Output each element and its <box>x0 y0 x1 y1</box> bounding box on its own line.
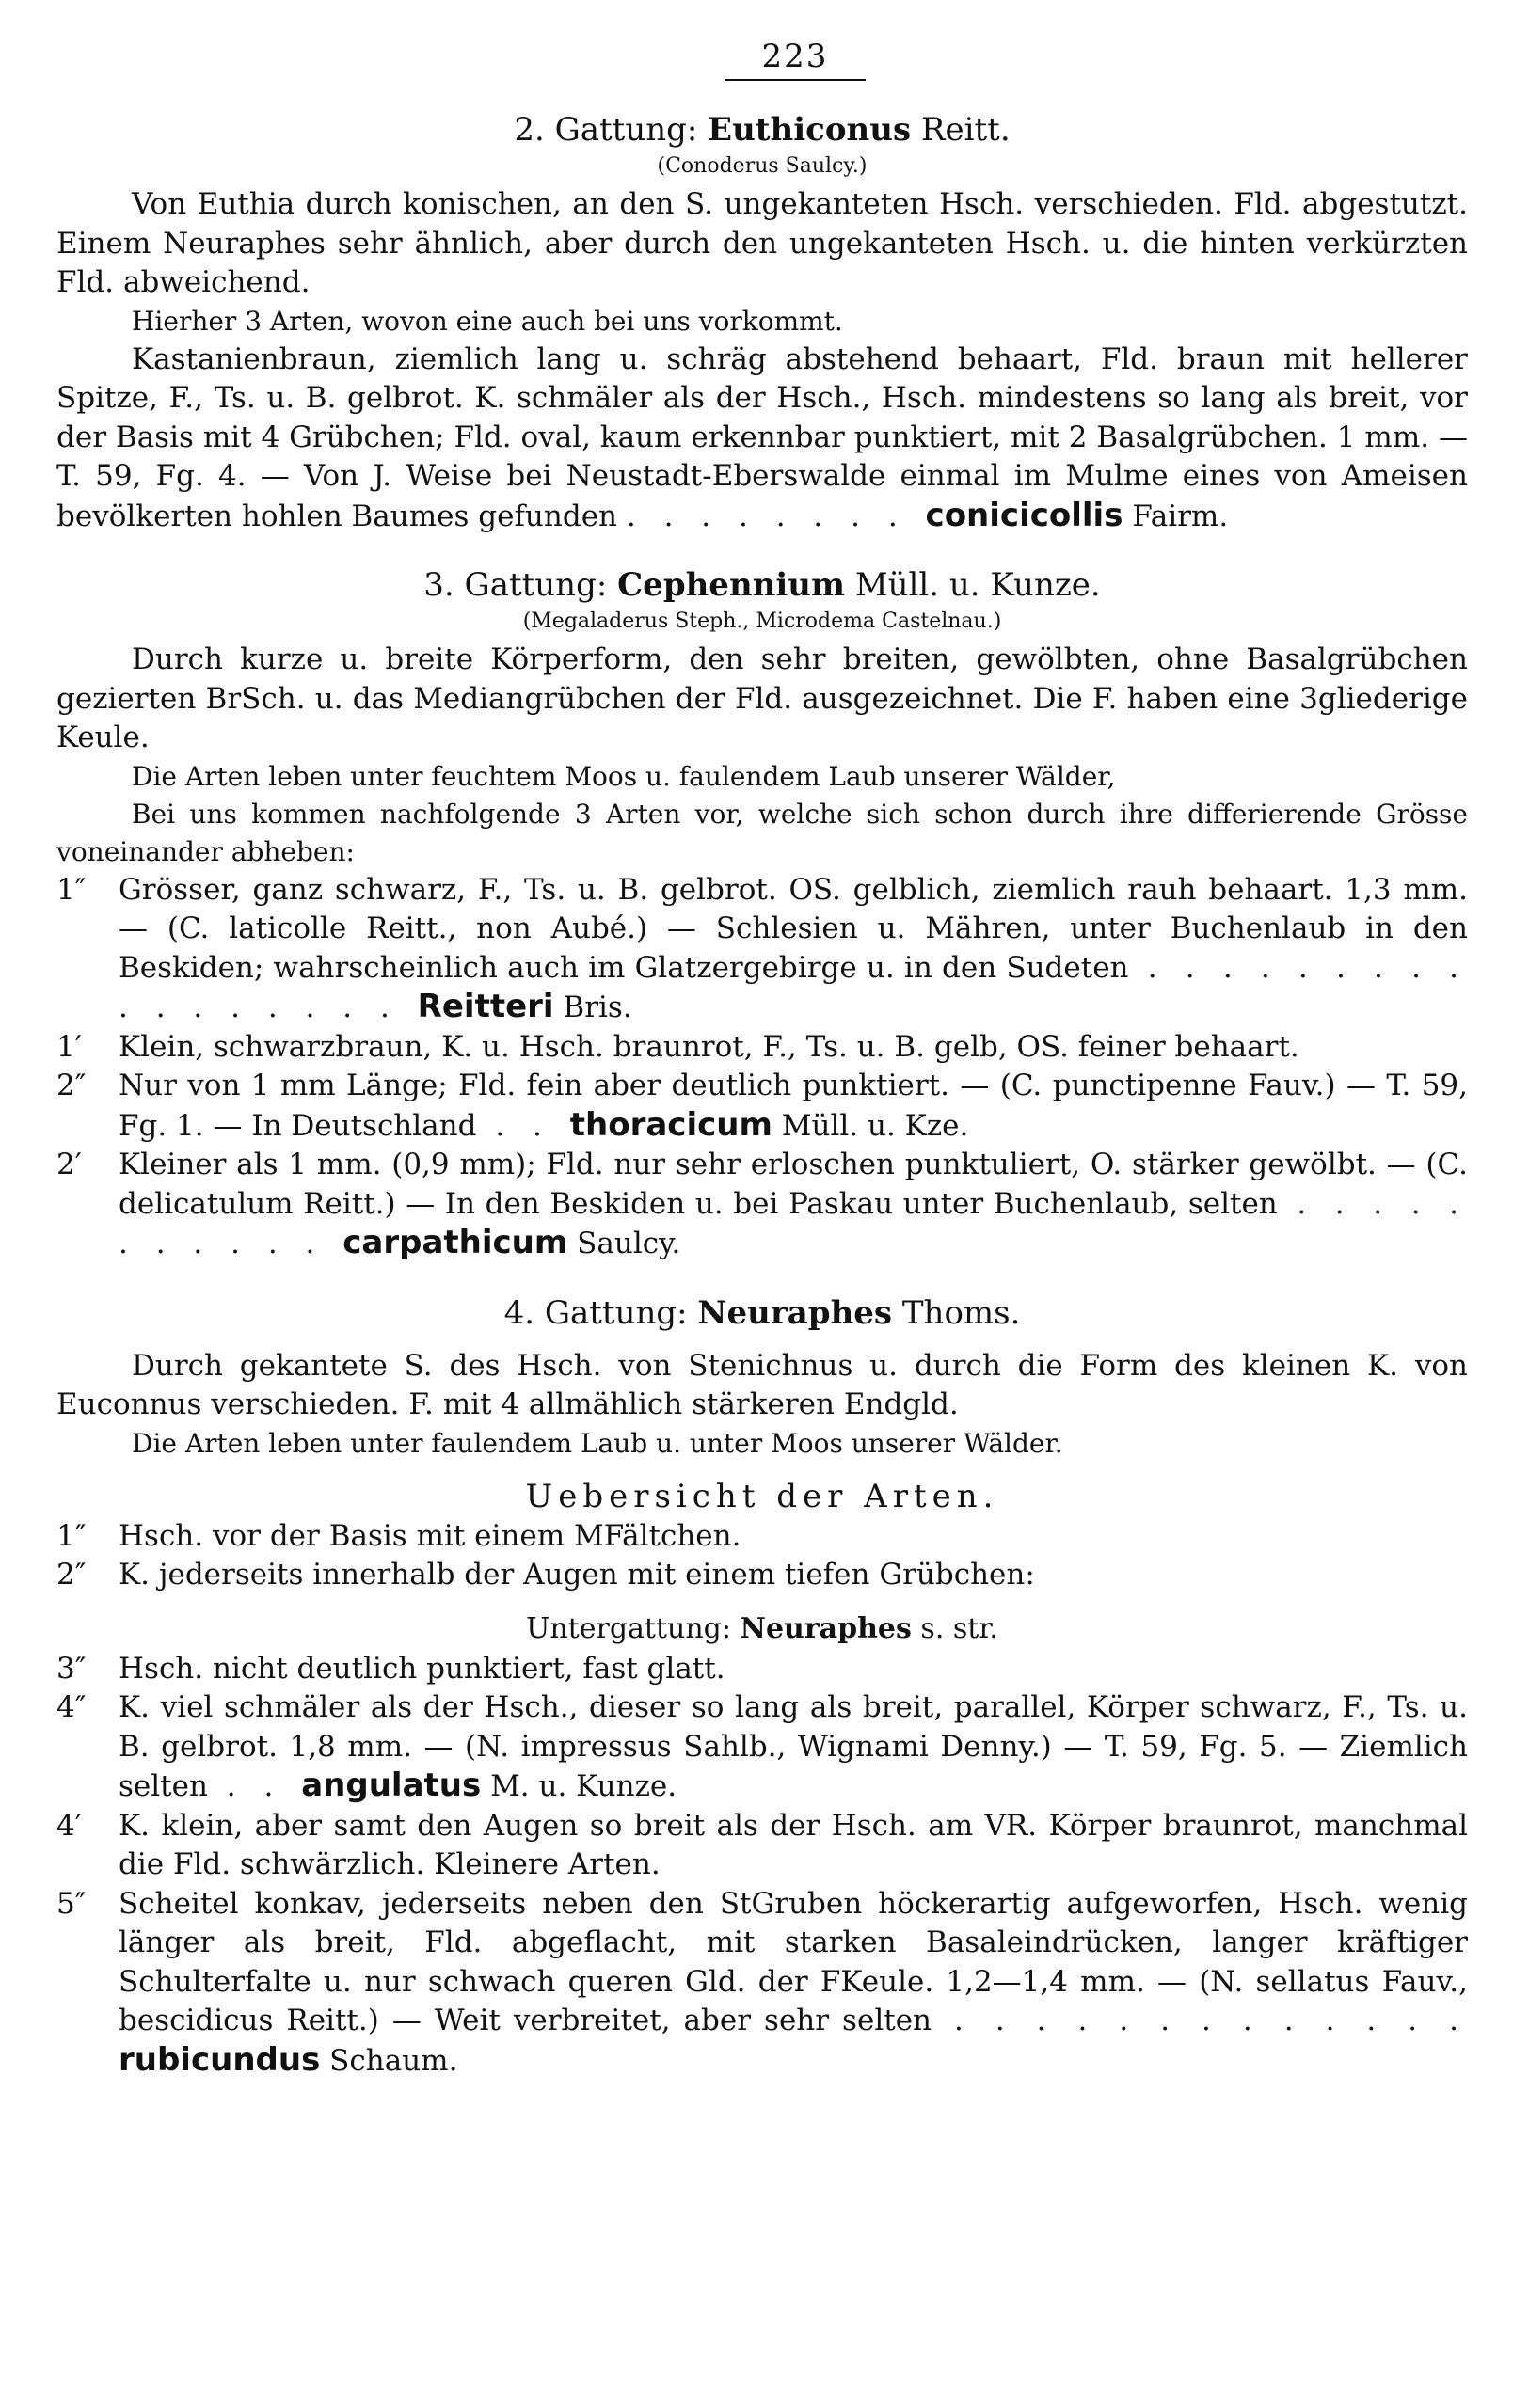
key-entry <box>56 1885 1468 2082</box>
key-entry <box>56 1650 1468 1689</box>
species-name: thoracicum <box>569 1105 772 1144</box>
key-text: K. jederseits innerhalb der Augen mit einem tiefen Grübchen: <box>119 1558 1035 1592</box>
key-entry <box>56 1028 1468 1068</box>
key-number: 1″ <box>56 872 87 907</box>
heading-prefix: 4. Gattung: <box>503 1293 688 1332</box>
species-entry <box>56 341 1468 537</box>
genus-name: Cephennium <box>617 566 845 604</box>
document-page <box>56 38 1468 2081</box>
species-author: Saulcy. <box>577 1227 681 1260</box>
species-author: M. u. Kunze. <box>490 1769 677 1803</box>
key-number: 4″ <box>56 1690 87 1724</box>
genus-description: Durch gekantete S. des Hsch. von Stenichnus u. durch die Form des kleinen K. von Euconnus verschieden. F. mit 4 allmählich stärkeren Endgld. <box>56 1348 1468 1421</box>
key-text: Scheitel konkav, jederseits neben den StGruben höckerartig aufgeworfen, Hsch. wenig länger als breit, Fld. abgeflacht, mit starken Basaleindrücken, langer kräftiger Schulterfalte u. nur schwach queren Gld. der FKeule. 1,2—1,4 mm. — (N. sellatus Fauv., bescidicus Reitt.) — Weit verbreitet, aber sehr selten <box>119 1886 1468 2037</box>
key-number: 2″ <box>56 1069 87 1102</box>
page-number: 223 <box>761 38 829 75</box>
genus-note: Die Arten leben unter faulendem Laub u. unter Moos unserer Wälder. <box>132 1427 1063 1459</box>
key-entry <box>56 1146 1468 1264</box>
genus-note: Bei uns kommen nachfolgende 3 Arten vor, welche sich schon durch ihre differierende Grösse voneinander abheben: <box>56 798 1468 867</box>
key-text: K. viel schmäler als der Hsch., dieser so lang als breit, parallel, Körper schwarz, F., Ts. u. B. gelbrot. 1,8 mm. — (N. impressus Sahlb., Wignami Denny.) — T. 59, Fg. 5. — Ziemlich selten <box>119 1690 1468 1803</box>
key-entry <box>56 1556 1468 1595</box>
species-author: Fairm. <box>1132 499 1229 533</box>
genus-heading-neuraphes <box>56 1292 1468 1334</box>
leader-dots: . . <box>207 1769 302 1803</box>
key-number: 1′ <box>56 1029 82 1064</box>
key-text: Grösser, ganz schwarz, F., Ts. u. B. gelbrot. OS. gelblich, ziemlich rauh behaart. 1,3 mm. — (C. laticolle Reitt., non Aubé.) — Schlesien u. Mähren, unter Buchenlaub in den Beskiden; wahrscheinlich auch im Glatzergebirge u. in den Sudeten <box>119 872 1468 985</box>
species-text: Kastanienbraun, ziemlich lang u. schräg abstehend behaart, Fld. braun mit hellerer Spitze, F., Ts. u. B. gelbrot. K. schmäler als der Hsch., Hsch. mindestens so lang als breit, vor der Basis mit 4 Grübchen; Fld. oval, kaum erkennbar punktiert, mit 2 Basalgrübchen. 1 mm. — T. 59, Fg. 4. — Von J. Weise bei Neustadt-Eberswalde einmal im Mulme eines von Ameisen bevölkerten hohlen Baumes gefunden <box>56 341 1468 533</box>
genus-note: Die Arten leben unter feuchtem Moos u. faulendem Laub unserer Wälder, <box>132 760 1116 792</box>
key-text: Klein, schwarzbraun, K. u. Hsch. braunrot, F., Ts. u. B. gelb, OS. feiner behaart. <box>119 1029 1299 1064</box>
species-author: Schaum. <box>329 2043 458 2078</box>
key-entry <box>56 1067 1468 1146</box>
key-number: 2″ <box>56 1558 87 1592</box>
species-name: angulatus <box>301 1766 482 1804</box>
genus-author: Müll. u. Kunze. <box>854 566 1101 604</box>
genus-description: Durch kurze u. breite Körperform, den sehr breiten, gewölbten, ohne Basalgrübchen gezierten BrSch. u. das Mediangrübchen der Fld. ausgezeichnet. Die F. haben eine 3gliederige Keule. <box>56 642 1468 754</box>
key-text: Nur von 1 mm Länge; Fld. fein aber deutlich punktiert. — (C. punctipenne Fauv.) — T. 59, Fg. 1. — In Deutschland <box>119 1069 1468 1143</box>
heading-prefix: 2. Gattung: <box>514 111 698 149</box>
key-text: K. klein, aber samt den Augen so breit als der Hsch. am VR. Körper braunrot, manchmal die Fld. schwärzlich. Kleinere Arten. <box>119 1808 1468 1881</box>
leader-dots: . . . . . . . . . . . . . . . . . <box>119 950 1468 1024</box>
key-number: 4′ <box>56 1808 82 1843</box>
subgenus-suffix: s. str. <box>920 1611 998 1645</box>
key-entry <box>56 1688 1468 1807</box>
genus-note: Hierher 3 Arten, wovon eine auch bei uns vorkommt. <box>132 305 843 337</box>
species-name: conicicollis <box>925 496 1123 534</box>
genus-description: Von Euthia durch konischen, an den S. ungekanteten Hsch. verschieden. Fld. abgestutzt. Einem Neuraphes sehr ähnlich, aber durch den ungekanteten Hsch. u. die hinten verkürzten Fld. abweichend. <box>56 187 1468 299</box>
header-rule <box>725 79 866 81</box>
key-entry <box>56 1807 1468 1885</box>
overview-heading: Uebersicht der Arten. <box>525 1477 999 1515</box>
key-number: 2′ <box>56 1148 82 1181</box>
genus-heading-cephennium <box>56 564 1468 606</box>
heading-prefix: 3. Gattung: <box>423 566 608 604</box>
subgenus-name: Neuraphes <box>740 1611 912 1645</box>
leader-dots: . . . . . . . . . . . <box>119 1186 1469 1260</box>
species-name: Reitteri <box>417 988 554 1025</box>
synonym-line: (Megaladerus Steph., Microdema Castelnau.) <box>522 610 1002 633</box>
genus-name: Euthiconus <box>708 111 912 149</box>
key-text: Kleiner als 1 mm. (0,9 mm); Fld. nur sehr erloschen punktuliert, O. stärker gewölbt. — (C. delicatulum Reitt.) — In den Beskiden u. bei Paskau unter Buchenlaub, selten <box>119 1148 1468 1221</box>
key-number: 5″ <box>56 1886 87 1921</box>
genus-heading-euthiconus <box>56 109 1468 150</box>
key-entry <box>56 1517 1468 1557</box>
leader-dots: . . . . . . . . . . . . . <box>932 2004 1468 2037</box>
key-entry <box>56 871 1468 1028</box>
key-text: Hsch. vor der Basis mit einem MFältchen. <box>119 1518 741 1553</box>
synonym-line: (Conoderus Saulcy.) <box>657 154 868 178</box>
subgenus-heading <box>56 1608 1468 1650</box>
genus-name: Neuraphes <box>697 1293 893 1332</box>
leader-dots: . . . . . . . . <box>626 499 926 533</box>
species-name: rubicundus <box>119 2040 321 2079</box>
key-text: Hsch. nicht deutlich punktiert, fast glatt. <box>119 1651 725 1686</box>
genus-author: Thoms. <box>901 1293 1021 1332</box>
key-number: 3″ <box>56 1651 87 1686</box>
leader-dots: . . <box>476 1108 570 1143</box>
key-number: 1″ <box>56 1518 87 1553</box>
subgenus-prefix: Untergattung: <box>526 1611 731 1645</box>
species-author: Bris. <box>563 990 632 1024</box>
species-name: carpathicum <box>342 1224 568 1261</box>
genus-author: Reitt. <box>920 111 1011 149</box>
species-author: Müll. u. Kze. <box>781 1108 969 1143</box>
